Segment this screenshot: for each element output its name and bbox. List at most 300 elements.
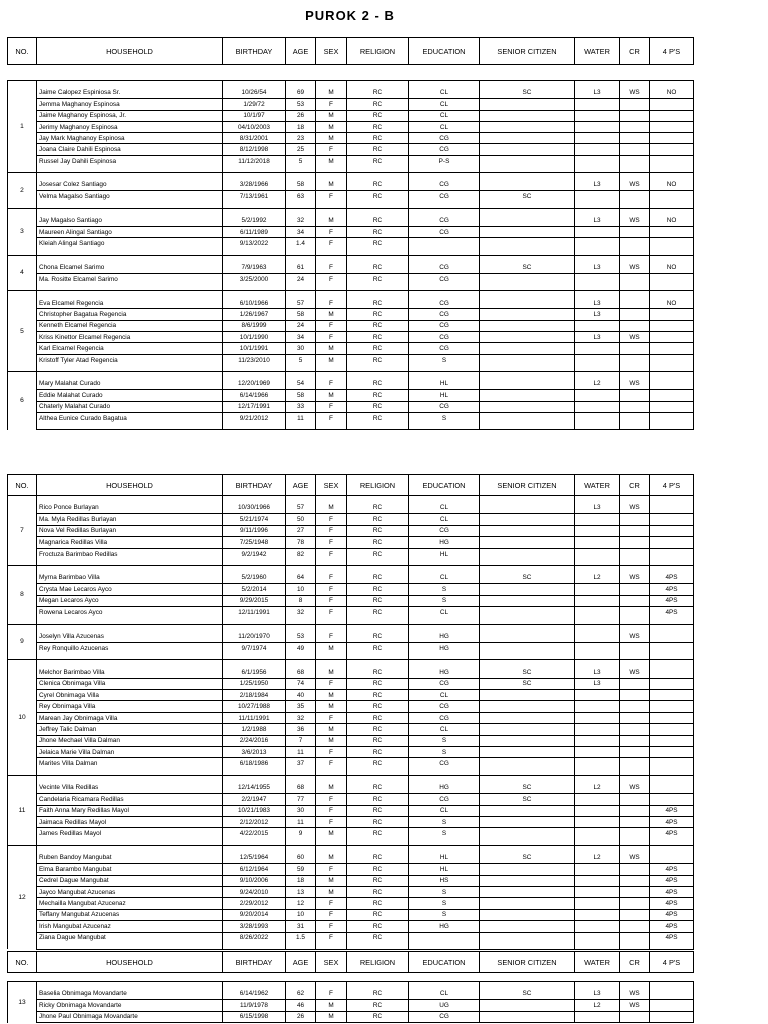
cell-cr <box>620 343 650 354</box>
empty-cell <box>286 624 316 631</box>
empty-cell <box>286 255 316 262</box>
cell-sex: M <box>316 155 347 166</box>
empty-cell <box>223 424 286 430</box>
cell-education: CL <box>409 88 480 99</box>
member-row <box>8 298 694 309</box>
cell-education: HG <box>409 537 480 548</box>
cell-senior-citizen: SC <box>480 678 575 689</box>
header-sex: SEX <box>316 38 347 65</box>
cell-education: S <box>409 898 480 909</box>
empty-cell <box>316 496 347 503</box>
cell-water: L2 <box>575 378 620 389</box>
cell-water <box>575 343 620 354</box>
cell-age: 58 <box>286 390 316 401</box>
cell-birthday: 9/10/2006 <box>223 875 286 886</box>
empty-cell <box>316 943 347 949</box>
cell-senior-citizen <box>480 412 575 423</box>
cell-senior-citizen: SC <box>480 989 575 1000</box>
empty-cell <box>223 660 286 667</box>
cell-age: 26 <box>286 110 316 121</box>
member-row <box>8 273 694 284</box>
cell-senior-citizen <box>480 309 575 320</box>
header-cr: CR <box>620 952 650 973</box>
member-name: Jaime Maghanoy Espinosa, Jr. <box>37 110 223 121</box>
member-row <box>8 537 694 548</box>
cell-cr: WS <box>620 332 650 343</box>
cell-senior-citizen <box>480 343 575 354</box>
member-name: Mary Malahat Curado <box>37 378 223 389</box>
cell-4ps <box>650 273 694 284</box>
member-row <box>8 701 694 712</box>
cell-religion: RC <box>347 607 409 618</box>
cell-4ps <box>650 747 694 758</box>
cell-water <box>575 735 620 746</box>
cell-cr <box>620 747 650 758</box>
cell-sex: F <box>316 537 347 548</box>
cell-religion: RC <box>347 782 409 793</box>
cell-education: CL <box>409 572 480 583</box>
cell-religion: RC <box>347 1011 409 1022</box>
empty-cell <box>223 982 286 989</box>
empty-cell <box>286 371 316 378</box>
empty-cell <box>286 943 316 949</box>
empty-cell <box>286 775 316 782</box>
header-household: HOUSEHOLD <box>37 952 223 973</box>
cell-senior-citizen <box>480 875 575 886</box>
empty-cell <box>480 775 575 782</box>
cell-cr: WS <box>620 215 650 226</box>
cell-age: 35 <box>286 701 316 712</box>
cell-age: 18 <box>286 875 316 886</box>
empty-cell <box>37 565 223 572</box>
cell-birthday: 2/24/2016 <box>223 735 286 746</box>
empty-cell <box>37 775 223 782</box>
cell-sex: F <box>316 584 347 595</box>
empty-cell <box>347 943 409 949</box>
cell-education: HG <box>409 667 480 678</box>
cell-sex: F <box>316 99 347 110</box>
cell-senior-citizen <box>480 548 575 559</box>
cell-education: S <box>409 354 480 365</box>
empty-cell <box>409 208 480 215</box>
cell-birthday: 1/26/1967 <box>223 309 286 320</box>
cell-senior-citizen <box>480 273 575 284</box>
cell-education: P-S <box>409 155 480 166</box>
cell-religion: RC <box>347 401 409 412</box>
cell-age: 50 <box>286 514 316 525</box>
cell-birthday: 7/25/1948 <box>223 537 286 548</box>
empty-cell <box>650 424 694 430</box>
cell-religion: RC <box>347 262 409 273</box>
cell-birthday: 11/9/1978 <box>223 1000 286 1011</box>
empty-cell <box>286 208 316 215</box>
cell-cr <box>620 155 650 166</box>
cell-cr <box>620 805 650 816</box>
header-water: WATER <box>575 952 620 973</box>
cell-education: CG <box>409 332 480 343</box>
cell-birthday: 11/23/2010 <box>223 354 286 365</box>
cell-water: L3 <box>575 180 620 191</box>
cell-sex: M <box>316 503 347 514</box>
cell-birthday: 9/20/2014 <box>223 909 286 920</box>
empty-cell <box>347 496 409 503</box>
header-religion: RELIGION <box>347 952 409 973</box>
cell-sex: F <box>316 921 347 932</box>
member-name: Crysta Mae Lecaros Ayco <box>37 584 223 595</box>
cell-age: 32 <box>286 607 316 618</box>
cell-4ps: 4PS <box>650 921 694 932</box>
empty-cell <box>409 845 480 852</box>
cell-birthday: 1/25/1950 <box>223 678 286 689</box>
empty-cell <box>650 371 694 378</box>
cell-cr <box>620 110 650 121</box>
empty-cell <box>223 624 286 631</box>
cell-birthday: 9/2/1942 <box>223 548 286 559</box>
cell-water: L2 <box>575 782 620 793</box>
member-name: Ziana Dague Mangubat <box>37 932 223 943</box>
cell-water <box>575 401 620 412</box>
cell-senior-citizen <box>480 110 575 121</box>
cell-sex: F <box>316 238 347 249</box>
member-name: Velma Magalso Santiago <box>37 191 223 202</box>
cell-water <box>575 273 620 284</box>
cell-sex: F <box>316 191 347 202</box>
cell-religion: RC <box>347 144 409 155</box>
cell-sex: F <box>316 144 347 155</box>
cell-water: L3 <box>575 262 620 273</box>
cell-religion: RC <box>347 88 409 99</box>
cell-sex: M <box>316 121 347 132</box>
empty-cell <box>620 371 650 378</box>
cell-birthday: 3/25/2000 <box>223 273 286 284</box>
blank-row <box>8 291 694 298</box>
empty-cell <box>286 81 316 88</box>
cell-sex: F <box>316 607 347 618</box>
cell-senior-citizen <box>480 735 575 746</box>
cell-cr <box>620 226 650 237</box>
empty-cell <box>575 624 620 631</box>
empty-cell <box>650 845 694 852</box>
cell-senior-citizen <box>480 378 575 389</box>
member-row <box>8 1011 694 1022</box>
cell-education: HL <box>409 378 480 389</box>
header-row <box>8 38 694 65</box>
cell-sex: F <box>316 758 347 769</box>
household-number: 12 <box>8 845 37 949</box>
cell-cr <box>620 273 650 284</box>
empty-cell <box>575 81 620 88</box>
cell-senior-citizen <box>480 932 575 943</box>
cell-religion: RC <box>347 99 409 110</box>
cell-education: CG <box>409 712 480 723</box>
empty-cell <box>409 291 480 298</box>
empty-cell <box>316 982 347 989</box>
cell-birthday: 7/9/1963 <box>223 262 286 273</box>
cell-birthday: 10/27/1988 <box>223 701 286 712</box>
cell-religion: RC <box>347 805 409 816</box>
cell-sex: F <box>316 273 347 284</box>
empty-cell <box>347 624 409 631</box>
cell-religion: RC <box>347 390 409 401</box>
cell-senior-citizen <box>480 816 575 827</box>
cell-education: CG <box>409 191 480 202</box>
member-name: Kleiah Alingal Santiago <box>37 238 223 249</box>
member-name: Kristoff Tyler Atad Regencia <box>37 354 223 365</box>
cell-water <box>575 514 620 525</box>
empty-cell <box>286 660 316 667</box>
cell-age: 30 <box>286 805 316 816</box>
cell-4ps <box>650 110 694 121</box>
empty-cell <box>347 565 409 572</box>
cell-cr <box>620 584 650 595</box>
empty-cell <box>620 845 650 852</box>
cell-senior-citizen <box>480 332 575 343</box>
cell-water: L3 <box>575 88 620 99</box>
cell-birthday: 9/24/2010 <box>223 886 286 897</box>
cell-senior-citizen: SC <box>480 262 575 273</box>
cell-4ps: 4PS <box>650 898 694 909</box>
cell-water <box>575 144 620 155</box>
cell-religion: RC <box>347 1000 409 1011</box>
cell-sex: F <box>316 298 347 309</box>
cell-water: L3 <box>575 309 620 320</box>
member-row <box>8 875 694 886</box>
blank-row <box>8 775 694 782</box>
cell-sex: M <box>316 88 347 99</box>
cell-water <box>575 412 620 423</box>
cell-birthday: 12/14/1955 <box>223 782 286 793</box>
cell-birthday: 10/26/54 <box>223 88 286 99</box>
cell-cr <box>620 144 650 155</box>
cell-sex: F <box>316 572 347 583</box>
empty-cell <box>480 982 575 989</box>
cell-senior-citizen: SC <box>480 852 575 863</box>
cell-cr <box>620 898 650 909</box>
cell-sex: M <box>316 110 347 121</box>
cell-age: 32 <box>286 712 316 723</box>
cell-sex: F <box>316 332 347 343</box>
cell-sex: F <box>316 320 347 331</box>
cell-4ps <box>650 642 694 653</box>
household-number: 11 <box>8 775 37 845</box>
cell-4ps <box>650 226 694 237</box>
empty-cell <box>620 173 650 180</box>
header-water: WATER <box>575 38 620 65</box>
cell-religion: RC <box>347 898 409 909</box>
cell-age: 78 <box>286 537 316 548</box>
cell-sex: F <box>316 525 347 536</box>
cell-religion: RC <box>347 595 409 606</box>
cell-water <box>575 99 620 110</box>
cell-birthday: 2/12/2012 <box>223 816 286 827</box>
cell-water <box>575 1011 620 1022</box>
cell-sex: F <box>316 678 347 689</box>
empty-cell <box>409 496 480 503</box>
spacer-cell <box>8 65 694 81</box>
header-education: EDUCATION <box>409 475 480 496</box>
empty-cell <box>620 565 650 572</box>
cell-religion: RC <box>347 828 409 839</box>
cell-age: 11 <box>286 816 316 827</box>
empty-cell <box>480 624 575 631</box>
cell-religion: RC <box>347 343 409 354</box>
empty-cell <box>286 565 316 572</box>
cell-religion: RC <box>347 332 409 343</box>
cell-birthday: 8/12/1998 <box>223 144 286 155</box>
cell-4ps <box>650 735 694 746</box>
cell-senior-citizen <box>480 909 575 920</box>
cell-4ps: NO <box>650 88 694 99</box>
member-row <box>8 724 694 735</box>
empty-cell <box>575 660 620 667</box>
cell-religion: RC <box>347 864 409 875</box>
cell-senior-citizen <box>480 320 575 331</box>
member-name: Jaime Calopez Espiniosa Sr. <box>37 88 223 99</box>
cell-4ps <box>650 712 694 723</box>
empty-cell <box>650 943 694 949</box>
member-row <box>8 864 694 875</box>
empty-cell <box>480 255 575 262</box>
cell-education: CL <box>409 805 480 816</box>
member-name: Kriss Kinettor Elcamel Regencia <box>37 332 223 343</box>
empty-cell <box>409 775 480 782</box>
member-name: Marites Villa Dalman <box>37 758 223 769</box>
cell-4ps: 4PS <box>650 595 694 606</box>
cell-education: CL <box>409 503 480 514</box>
member-row <box>8 332 694 343</box>
member-row <box>8 572 694 583</box>
household-number: 4 <box>8 255 37 291</box>
cell-education: HL <box>409 548 480 559</box>
cell-senior-citizen <box>480 215 575 226</box>
cell-age: 57 <box>286 503 316 514</box>
member-row <box>8 215 694 226</box>
cell-senior-citizen <box>480 864 575 875</box>
empty-cell <box>480 291 575 298</box>
cell-senior-citizen <box>480 144 575 155</box>
cell-senior-citizen <box>480 133 575 144</box>
header-birthday: BIRTHDAY <box>223 475 286 496</box>
cell-senior-citizen <box>480 1000 575 1011</box>
cell-4ps <box>650 1000 694 1011</box>
cell-education: CG <box>409 794 480 805</box>
member-row <box>8 678 694 689</box>
cell-senior-citizen <box>480 712 575 723</box>
cell-religion: RC <box>347 110 409 121</box>
empty-cell <box>620 660 650 667</box>
cell-age: 53 <box>286 631 316 642</box>
cell-education: S <box>409 909 480 920</box>
cell-water <box>575 354 620 365</box>
cell-water <box>575 921 620 932</box>
cell-sex: F <box>316 816 347 827</box>
cell-senior-citizen <box>480 642 575 653</box>
member-row <box>8 921 694 932</box>
cell-religion: RC <box>347 191 409 202</box>
cell-religion: RC <box>347 852 409 863</box>
cell-birthday: 1/2/1988 <box>223 724 286 735</box>
blank-row <box>8 496 694 503</box>
cell-water <box>575 133 620 144</box>
cell-sex: F <box>316 412 347 423</box>
cell-age: 61 <box>286 262 316 273</box>
empty-cell <box>575 496 620 503</box>
member-name: Kenneth Elcamel Regencia <box>37 320 223 331</box>
cell-sex: F <box>316 712 347 723</box>
cell-sex: M <box>316 180 347 191</box>
empty-cell <box>620 81 650 88</box>
cell-cr <box>620 921 650 932</box>
cell-education: HG <box>409 921 480 932</box>
cell-cr: WS <box>620 503 650 514</box>
empty-cell <box>620 624 650 631</box>
empty-cell <box>480 81 575 88</box>
cell-water <box>575 631 620 642</box>
cell-senior-citizen <box>480 99 575 110</box>
cell-4ps <box>650 320 694 331</box>
cell-cr: WS <box>620 782 650 793</box>
cell-religion: RC <box>347 631 409 642</box>
cell-birthday: 3/28/1993 <box>223 921 286 932</box>
blank-row <box>8 424 694 430</box>
empty-cell <box>223 845 286 852</box>
blank-row <box>8 982 694 989</box>
cell-education: CG <box>409 1011 480 1022</box>
cell-age: 24 <box>286 273 316 284</box>
cell-age: 68 <box>286 667 316 678</box>
member-name: Josesar Colez Santiago <box>37 180 223 191</box>
empty-cell <box>480 845 575 852</box>
cell-4ps <box>650 537 694 548</box>
member-row <box>8 690 694 701</box>
cell-4ps <box>650 794 694 805</box>
member-row <box>8 412 694 423</box>
cell-senior-citizen <box>480 1011 575 1022</box>
cell-water <box>575 724 620 735</box>
cell-education: CG <box>409 133 480 144</box>
cell-cr: WS <box>620 180 650 191</box>
cell-age: 25 <box>286 144 316 155</box>
cell-sex: F <box>316 864 347 875</box>
cell-4ps <box>650 309 694 320</box>
cell-education: S <box>409 886 480 897</box>
member-name: Ma. Myla Redillas Burlayan <box>37 514 223 525</box>
cell-water <box>575 816 620 827</box>
cell-4ps: 4PS <box>650 886 694 897</box>
household-number: 10 <box>8 660 37 776</box>
cell-education: CG <box>409 525 480 536</box>
cell-education: CG <box>409 144 480 155</box>
cell-religion: RC <box>347 548 409 559</box>
cell-sex: M <box>316 1011 347 1022</box>
cell-senior-citizen <box>480 690 575 701</box>
cell-cr <box>620 354 650 365</box>
cell-religion: RC <box>347 932 409 943</box>
cell-birthday: 8/6/1999 <box>223 320 286 331</box>
header-4ps: 4 P'S <box>650 952 694 973</box>
cell-sex: F <box>316 898 347 909</box>
cell-birthday: 6/15/1998 <box>223 1011 286 1022</box>
empty-cell <box>37 255 223 262</box>
cell-religion: RC <box>347 724 409 735</box>
cell-sex: F <box>316 378 347 389</box>
member-row <box>8 309 694 320</box>
cell-religion: RC <box>347 155 409 166</box>
cell-sex: M <box>316 133 347 144</box>
empty-cell <box>316 845 347 852</box>
cell-water <box>575 794 620 805</box>
member-row <box>8 852 694 863</box>
